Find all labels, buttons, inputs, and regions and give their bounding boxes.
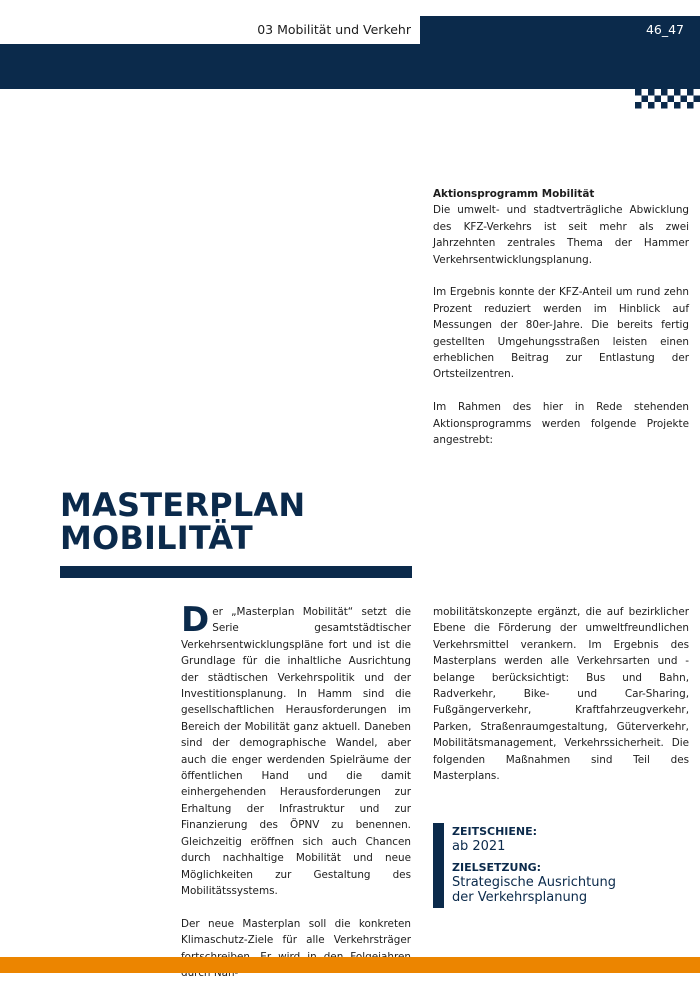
header-band xyxy=(0,42,700,89)
main-paragraph-1 xyxy=(181,600,411,899)
zeitschiene-label: ZEITSCHIENE: xyxy=(452,825,538,838)
page-number: 46_47 xyxy=(645,22,684,37)
footer-band xyxy=(0,957,700,973)
main-paragraph-1-text: er „Masterplan Mobilität“ setzt die Serie gesamtstädtischer Verkehrsentwicklungspläne fort und ist die Grundlage für die inhaltliche Ausrichtung der städtischen Verkehrspolitik und der Investitionsplanung. In Hamm sind die gesellschaftlichen Herausforderungen im Bereich der Mobilität ganz aktuell. Daneben sind der demographische Wandel, aber auch die enger werdenden Spielräume der öffentlichen Hand und die damit einhergehenden Herausforderungen zur Erhaltung der Infrastruktur und zur Finanzierung des ÖPNV zu benennen. Gleichzeitig eröffnen sich auch Chancen durch nachhaltige Mobilität und neue Möglichkeiten zur Gestaltung des Mobilitätssystems. xyxy=(181,606,411,897)
zielsetzung-value-line-2: der Verkehrsplanung xyxy=(452,890,588,905)
zeitschiene-value: ab 2021 xyxy=(452,839,506,854)
chapter-title: 03 Mobilität und Verkehr xyxy=(257,22,411,37)
main-text-left-column xyxy=(181,600,411,981)
page-title-line-1: MASTERPLAN xyxy=(60,486,306,524)
info-accent-bar xyxy=(433,823,444,908)
chapter-box xyxy=(0,16,420,44)
page-number-bar xyxy=(420,16,700,44)
page-title xyxy=(60,486,306,557)
aktionsprogramm-heading: Aktionsprogramm Mobilität xyxy=(433,188,595,200)
title-rule xyxy=(60,566,412,578)
zielsetzung-label: ZIELSETZUNG: xyxy=(452,860,542,874)
zielsetzung-value xyxy=(452,875,692,906)
info-box xyxy=(452,825,692,906)
zielsetzung-value-line-1: Strategische Ausrichtung xyxy=(452,874,616,890)
main-text-right-column xyxy=(433,604,689,784)
main-paragraph-3: mobilitätskonzepte ergänzt, die auf bezirklicher Ebene die Förderung der umweltfreundlichen Verkehrsmittel verankern. Im Ergebnis des Masterplans werden alle Verkehrsarten und -belange berücksichtigt: Bus und Bahn, Radverkehr, Bike- und Car-Sharing, Fußgängerverkehr, Kraftfahrzeugverkehr, Parken, Straßenraumgestaltung, Güterverkehr, Mobilitätsmanagement, Verkehrssicherheit. Die folgenden Maßnahmen sind Teil des Masterplans. xyxy=(433,606,689,783)
aktionsprogramm-paragraph-3: Im Rahmen des hier in Rede stehenden Aktionsprogramms werden folgende Projekte angestrebt: xyxy=(433,401,689,447)
aktionsprogramm-section xyxy=(433,186,689,448)
page-title-line-2: MOBILITÄT xyxy=(60,519,253,557)
checker-pattern-icon xyxy=(635,89,700,109)
aktionsprogramm-paragraph-1: Die umwelt- und stadtverträgliche Abwicklung des KFZ-Verkehrs ist seit mehr als zwei Jahrzehnten zentrales Thema der Hammer Verkehrsentwicklungsplanung. xyxy=(433,204,689,266)
dropcap-letter: D xyxy=(181,600,210,640)
aktionsprogramm-paragraph-2: Im Ergebnis konnte der KFZ-Anteil um rund zehn Prozent reduziert werden im Hinblick auf Messungen der 80er-Jahre. Die bereits fertig gestellten Umgehungsstraßen leisten einen erheblichen Beitrag zur Entlastung der Ortsteilzentren. xyxy=(433,286,689,381)
main-paragraph-2: Der neue Masterplan soll die konkreten Klimaschutz-Ziele für alle Verkehrsträger xyxy=(181,917,411,947)
